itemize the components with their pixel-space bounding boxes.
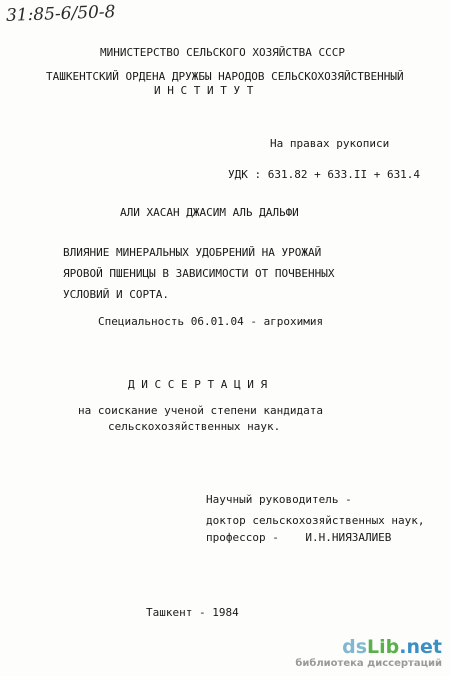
manuscript-note: На правах рукописи	[270, 137, 390, 150]
city-year: Ташкент - 1984	[146, 606, 239, 619]
institute-heading-line2: И Н С Т И Т У Т	[154, 84, 254, 97]
dslib-logo: dsLib.net	[342, 636, 442, 658]
title-line2: ЯРОВОЙ ПШЕНИЦЫ В ЗАВИСИМОСТИ ОТ ПОЧВЕННЫХ	[63, 267, 335, 280]
degree-line1: на соискание ученой степени кандидата	[78, 404, 324, 417]
dslib-subtitle: библиотека диссертаций	[295, 658, 442, 669]
supervisor-line1: Научный руководитель -	[206, 493, 352, 506]
author-name: АЛИ ХАСАН ДЖАСИМ АЛЬ ДАЛЬФИ	[120, 206, 299, 219]
handwritten-catalog-code: 31:85-6/50-8	[5, 2, 116, 26]
title-line1: ВЛИЯНИЕ МИНЕРАЛЬНЫХ УДОБРЕНИЙ НА УРОЖАЙ	[63, 246, 322, 259]
specialty-line: Специальность 06.01.04 - агрохимия	[98, 315, 324, 328]
supervisor-line3: профессор - И.Н.НИЯЗАЛИЕВ	[206, 531, 392, 544]
udk-code: УДК : 631.82 + 633.II + 631.4	[228, 168, 421, 181]
ministry-heading: МИНИСТЕРСТВО СЕЛЬСКОГО ХОЗЯЙСТВА СССР	[100, 46, 346, 59]
dslib-watermark	[295, 636, 442, 670]
degree-line2: сельскохозяйственных наук.	[108, 420, 281, 433]
institute-heading-line1: ТАШКЕНТСКИЙ ОРДЕНА ДРУЖБЫ НАРОДОВ СЕЛЬСКОХОЗЯЙСТВЕННЫЙ	[46, 70, 404, 83]
supervisor-line2: доктор сельскохозяйственных наук,	[206, 514, 425, 527]
dissertation-label: Д И С С Е Р Т А Ц И Я	[128, 378, 268, 391]
title-line3: УСЛОВИЙ И СОРТА.	[63, 288, 169, 301]
